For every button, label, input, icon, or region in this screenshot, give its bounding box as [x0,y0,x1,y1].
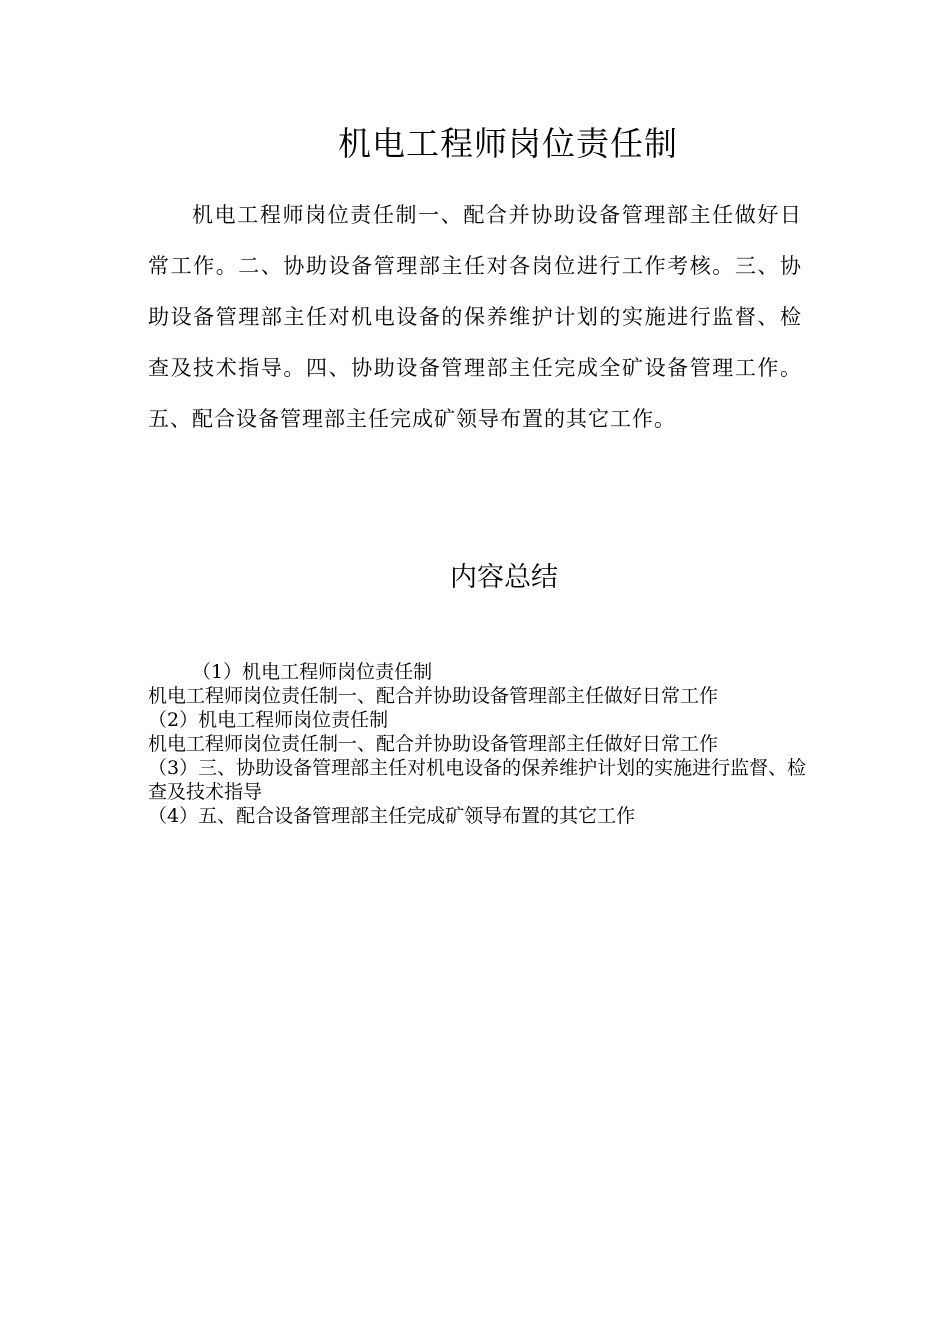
summary-item: 机电工程师岗位责任制一、配合并协助设备管理部主任做好日常工作 [148,733,719,755]
summary-item: （4）五、配合设备管理部主任完成矿领导布置的其它工作 [148,805,636,827]
summary-item: 机电工程师岗位责任制一、配合并协助设备管理部主任做好日常工作 [148,685,719,707]
body-paragraph: 机电工程师岗位责任制一、配合并协助设备管理部主任做好日常工作。二、协助设备管理部主任对各岗位进行工作考核。三、协助设备管理部主任对机电设备的保养维护计划的实施进行监督、检查及技术指导。四、协助设备管理部主任完成全矿设备管理工作。五、配合设备管理部主任完成矿领导布置的其它工作。 [148,203,802,431]
summary-heading: 内容总结 [450,562,558,593]
summary-item: （3）三、协助设备管理部主任对机电设备的保养维护计划的实施进行监督、检查及技术指导 [148,757,807,803]
summary-item: （1）机电工程师岗位责任制 [192,661,433,683]
document-title: 机电工程师岗位责任制 [338,124,678,163]
summary-list [148,660,808,828]
summary-item: （2）机电工程师岗位责任制 [148,709,389,731]
